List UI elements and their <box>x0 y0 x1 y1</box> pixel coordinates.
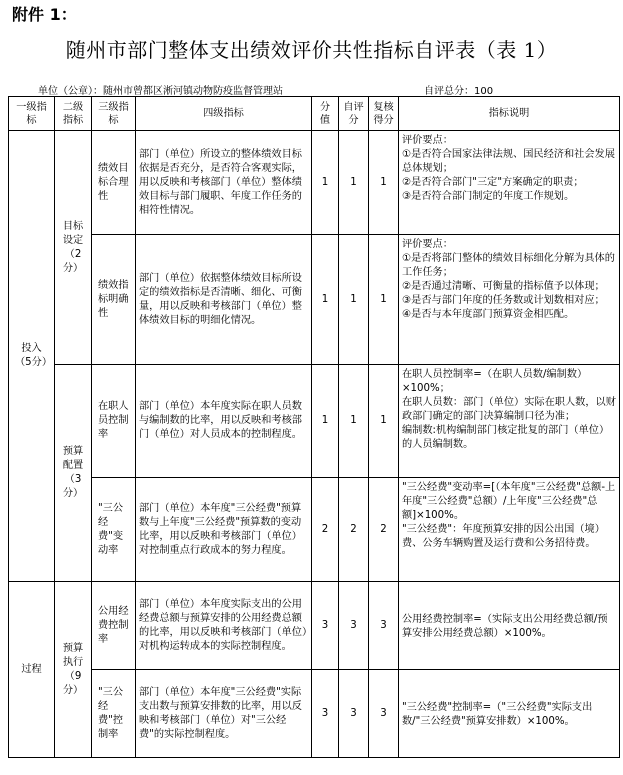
lvl4-desc: 部门（单位）本年度实际支出的公用经费总额与预算安排的公用经费总额的比率，用以反映和考核部门（单位）对机构运转成本的实际控制程度。 <box>136 582 312 670</box>
self-score-cell: 3 <box>339 582 369 670</box>
header-row <box>9 97 620 131</box>
note-cell <box>399 235 620 365</box>
score-cell: 1 <box>312 365 339 478</box>
group-process: 过程 <box>9 582 55 758</box>
lvl3-cell: 绩效目标合理性 <box>92 131 136 235</box>
header-lvl3: 三级指标 <box>92 97 136 131</box>
note-cell <box>399 670 620 758</box>
lvl4-desc: 部门（单位）依据整体绩效目标所设定的绩效指标是否清晰、细化、可衡量，用以反映和考核部门（单位）整体绩效目标的明细化情况。 <box>136 235 312 365</box>
score-cell: 3 <box>312 582 339 670</box>
lvl3-cell: 在职人员控制率 <box>92 365 136 478</box>
score-cell: 1 <box>312 235 339 365</box>
header-review-score: 复核得分 <box>369 97 399 131</box>
table-row <box>9 365 620 478</box>
self-score-cell: 1 <box>339 131 369 235</box>
review-score-cell: 2 <box>369 478 399 582</box>
lvl3-cell: 公用经费控制率 <box>92 582 136 670</box>
lvl4-desc: 部门（单位）本年度"三公经费"实际支出数与预算安排数的比率，用以反映和考核部门（单位）对"三公经费"的实际控制程度。 <box>136 670 312 758</box>
lvl4-desc: 部门（单位）所设立的整体绩效目标依据是否充分，是否符合客观实际，用以反映和考核部门（单位）整体绩效目标与部门履职、年度工作任务的相符性情况。 <box>136 131 312 235</box>
header-score: 分值 <box>312 97 339 131</box>
note-line: 编制数:机构编制部门核定批复的部门（单位）的人员编制数。 <box>402 425 610 450</box>
unit-line: 单位（公章）：随州市曾都区淅河镇动物防疫监督管理站 <box>38 86 283 97</box>
note-line: ④是否与本年度部门预算资金相匹配。 <box>402 309 575 320</box>
self-score-cell: 3 <box>339 670 369 758</box>
note-cell <box>399 131 620 235</box>
note-line: 在职人员控制率=（在职人员数/编制数）×100%； <box>402 369 588 394</box>
review-score-cell: 3 <box>369 582 399 670</box>
note-line: "三公经费"控制率=（"三公经费"实际支出数/"三公经费"预算安排数）×100%。 <box>402 701 593 727</box>
header-self-score: 自评分 <box>339 97 369 131</box>
table-row <box>9 582 620 670</box>
note-line: 评价要点： <box>402 135 453 146</box>
review-score-cell: 1 <box>369 365 399 478</box>
review-score-cell: 1 <box>369 235 399 365</box>
note-line: 在职人员数：部门（单位）实际在职人数，以财政部门确定的部门决算编制口径为准； <box>402 397 616 422</box>
page-title: 随州市部门整体支出绩效评价共性指标自评表（表 1） <box>65 38 558 62</box>
group-budget-config: 预算配置（3分） <box>55 365 92 582</box>
group-target-setting: 目标设定（2分） <box>55 131 92 365</box>
note-line: ①是否符合国家法律法规、国民经济和社会发展总体规划； <box>402 149 615 174</box>
note-line: ②是否符合部门"三定"方案确定的职责； <box>402 177 584 188</box>
group-budget-exec: 预算执行（9分） <box>55 582 92 758</box>
note-line: 公用经费控制率=（实际支出公用经费总额/预算安排公用经费总额）×100%。 <box>402 613 608 639</box>
note-line: ③是否符合部门制定的年度工作规划。 <box>402 191 575 202</box>
note-line: 评价要点： <box>402 239 453 250</box>
self-score-cell: 1 <box>339 235 369 365</box>
note-cell <box>399 478 620 582</box>
review-score-cell: 1 <box>369 131 399 235</box>
score-cell: 3 <box>312 670 339 758</box>
score-cell: 2 <box>312 478 339 582</box>
lvl3-cell: "三公经费"控制率 <box>92 670 136 758</box>
lvl3-cell: "三公经费"变动率 <box>92 478 136 582</box>
note-line: ③是否与部门年度的任务数或计划数相对应； <box>402 295 605 306</box>
note-line: ①是否将部门整体的绩效目标细化分解为具体的工作任务； <box>402 253 615 278</box>
review-score-cell: 3 <box>369 670 399 758</box>
lvl4-desc: 部门（单位）本年度"三公经费"预算数与上年度"三公经费"预算数的变动比率，用以反映和考核部门（单位）对控制重点行政成本的努力程度。 <box>136 478 312 582</box>
lvl4-desc: 部门（单位）本年度实际在职人员数与编制数的比率，用以反映和考核部门（单位）对人员成本的控制程度。 <box>136 365 312 478</box>
score-cell: 1 <box>312 131 339 235</box>
group-input: 投入（5分） <box>9 131 55 582</box>
attachment-label: 附件 1： <box>12 5 77 24</box>
note-line: ②是否通过清晰、可衡量的指标值予以体现； <box>402 281 605 292</box>
header-lvl1: 一级指标 <box>9 97 55 131</box>
header-lvl2: 二级指标 <box>55 97 92 131</box>
note-cell <box>399 365 620 478</box>
total-score: 自评总分：100 <box>424 86 494 97</box>
table-row <box>9 670 620 758</box>
self-score-cell: 2 <box>339 478 369 582</box>
lvl3-cell: 绩效指标明确性 <box>92 235 136 365</box>
table-row <box>9 235 620 365</box>
self-score-cell: 1 <box>339 365 369 478</box>
header-note: 指标说明 <box>399 97 620 131</box>
header-lvl4: 四级指标 <box>136 97 312 131</box>
note-cell <box>399 582 620 670</box>
table-row <box>9 131 620 235</box>
note-line: "三公经费"：年度预算安排的因公出国（境）费、公务车辆购置及运行费和公务招待费。 <box>402 524 605 549</box>
note-line: "三公经费"变动率=[（本年度"三公经费"总额-上年度"三公经费"总额）/上年度"三公经费"总额]×100%。 <box>402 482 616 521</box>
indicator-table <box>8 96 620 758</box>
table-row <box>9 478 620 582</box>
